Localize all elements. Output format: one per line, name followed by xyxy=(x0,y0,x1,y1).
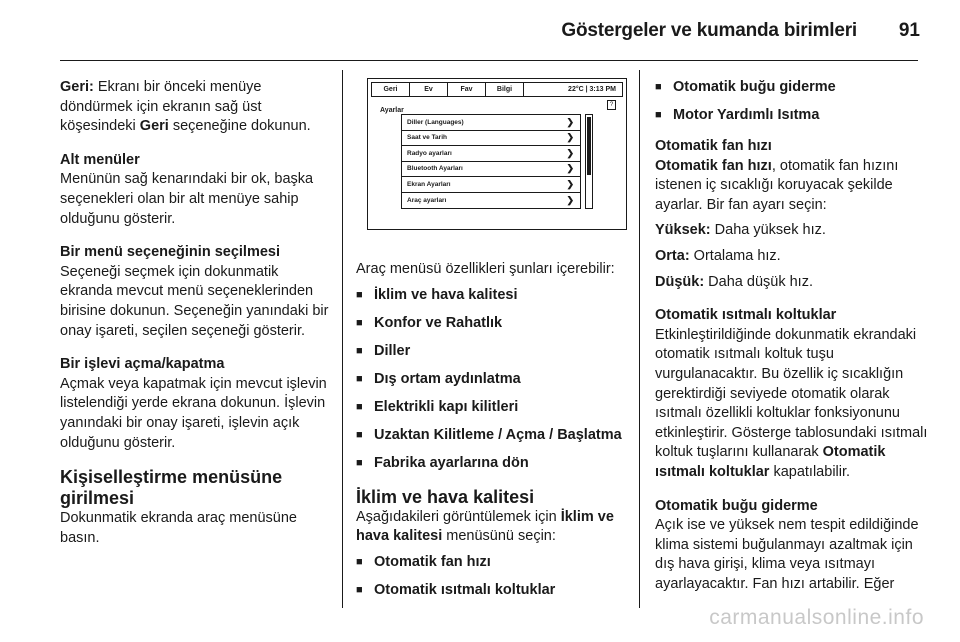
vehicle-menu-list xyxy=(356,286,628,473)
screen-tab-home: Ev xyxy=(410,83,448,96)
screen-status: 22°C | 3:13 PM xyxy=(568,85,616,93)
screen-tab-fav: Fav xyxy=(448,83,486,96)
back-text-end: seçeneğine dokunun. xyxy=(168,118,311,135)
column-divider-1 xyxy=(342,70,343,608)
low-paragraph xyxy=(655,273,930,293)
screen-menu-label: Radyo ayarları xyxy=(407,149,452,157)
select-text: Seçeneği seçmek için dokunmatik ekranda mevcut menü seçeneklerinden birisine dokunun. Seçeneğin yanındaki bir onay işareti, seçilen seçeneği gösterir. xyxy=(60,263,329,339)
screen-scrollbar xyxy=(585,114,593,209)
seat-title: Otomatik ısıtmalı koltuklar xyxy=(655,307,837,324)
climate-list-cont xyxy=(655,78,930,125)
list-item: ■ Dış ortam aydınlatma xyxy=(356,370,628,389)
list-item: ■ Otomatik buğu giderme xyxy=(655,78,930,97)
settings-screen-image xyxy=(367,78,627,230)
defog-text: Açık ise ve yüksek nem tespit edildiğinde klima sistemi buğulanmayı azaltmak için dış hava girişi, klima veya ısıtmayı ayarlayacaktır. Fan hızı artabilir. Eğer xyxy=(655,517,919,592)
climate-heading: İklim ve hava kalitesi xyxy=(356,486,535,507)
chevron-right-icon: ❯ xyxy=(566,132,574,143)
list-item: ■ Konfor ve Rahatlık xyxy=(356,314,628,333)
chevron-right-icon: ❯ xyxy=(566,116,574,127)
submenu-title: Alt menüler xyxy=(60,151,140,168)
back-paragraph xyxy=(60,78,332,137)
seat-bold: Otomatik ısıtmalı koltuklar xyxy=(655,444,886,480)
screen-menu-label: Saat ve Tarih xyxy=(407,134,447,142)
list-item: ■ İklim ve hava kalitesi xyxy=(356,286,628,305)
column-1 xyxy=(60,78,332,562)
help-icon: ? xyxy=(607,100,616,110)
column-3 xyxy=(655,78,930,608)
select-title: Bir menü seçeneğinin seçilmesi xyxy=(60,244,281,261)
list-item: ■ Diller xyxy=(356,342,628,361)
climate-intro-end: menüsünü seçin: xyxy=(442,528,556,545)
screen-title: Ayarlar xyxy=(380,107,404,114)
list-item: ■ Motor Yardımlı Isıtma xyxy=(655,106,930,125)
page-title: Göstergeler ve kumanda birimleri xyxy=(561,20,857,41)
back-text: Ekranı bir önceki menüye döndürmek için ekranın sağ üst köşesindeki xyxy=(60,79,262,135)
column-2 xyxy=(356,78,628,609)
back-bold: Geri xyxy=(139,118,169,135)
list-item: ■ Elektrikli kapı kilitleri xyxy=(356,398,628,417)
mid-label: Orta: xyxy=(655,247,690,264)
climate-intro-bold: İklim ve hava kalitesi xyxy=(356,508,614,545)
list-item: ■ Fabrika ayarlarına dön xyxy=(356,454,628,473)
screen-menu-label: Bluetooth Ayarları xyxy=(407,165,463,173)
toggle-paragraph xyxy=(60,355,332,453)
list-item: ■ Otomatik fan hızı xyxy=(356,553,628,572)
seat-paragraph xyxy=(655,306,930,482)
chevron-right-icon: ❯ xyxy=(566,178,574,189)
fan-text: , otomatik fan hızını istenen iç sıcaklığı koruyacak şekilde ayarlar. Bir fan ayarı seçin: xyxy=(655,157,899,213)
seat-text: Etkinleştirildiğinde dokunmatik ekrandaki otomatik ısıtmalı koltuk tuşu vurgulanacaktır. Bu özellik iç sıcaklığın gerektirdiği seviyede otomatik olarak ısıtmalı özellikli koltuklar fonksiyonunu etkinleştirir. Gösterge tablosundaki ısıtmalı koltuk tuşlarını kullanarak xyxy=(655,326,928,461)
fan-bold: Otomatik fan hızı xyxy=(655,157,772,174)
screen-menu-label: Ekran Ayarları xyxy=(407,180,451,188)
high-label: Yüksek: xyxy=(655,222,711,239)
submenu-text: Menünün sağ kenarındaki bir ok, başka seçenekleri olan bir alt menüye sahip olduğunu gösterir. xyxy=(60,171,314,227)
mid-paragraph xyxy=(655,247,930,267)
list-item: ■ Otomatik ısıtmalı koltuklar xyxy=(356,581,628,600)
submenu-paragraph xyxy=(60,151,332,229)
screen-menu-item xyxy=(402,193,580,209)
column-divider-2 xyxy=(639,70,640,608)
climate-list xyxy=(356,553,628,600)
screen-tab-back: Geri xyxy=(372,83,410,96)
defog-paragraph xyxy=(655,497,930,595)
personalization-text: Dokunmatik ekranda araç menüsüne basın. xyxy=(60,510,297,546)
toggle-text: Açmak veya kapatmak için mevcut işlevin listelendiği yerde ekrana dokunun. İşlevin yanındaki bir onay işareti, işlevin açık olduğunu gösterir. xyxy=(60,375,327,451)
defog-title: Otomatik buğu giderme xyxy=(655,497,818,514)
personalization-heading: Kişiselleştirme menüsüne girilmesi xyxy=(60,467,283,509)
mid-text: Ortalama hız. xyxy=(689,247,781,264)
screen-menu-label: Araç ayarları xyxy=(407,196,447,204)
chevron-right-icon: ❯ xyxy=(566,194,574,205)
screen-menu xyxy=(401,114,581,209)
back-label: Geri: xyxy=(60,79,94,95)
chevron-right-icon: ❯ xyxy=(566,163,574,174)
low-text: Daha düşük hız. xyxy=(704,273,813,290)
climate-intro xyxy=(356,508,628,547)
high-paragraph xyxy=(655,221,930,241)
seat-text-end: kapatılabilir. xyxy=(769,463,851,480)
screen-scroll-thumb xyxy=(587,117,591,175)
page-number: 91 xyxy=(898,20,920,41)
screen-tab-info: Bilgi xyxy=(486,83,524,96)
vehicle-menu-intro: Araç menüsü özellikleri şunları içerebilir: xyxy=(356,261,615,277)
low-label: Düşük: xyxy=(655,273,705,290)
fan-paragraph xyxy=(655,137,930,215)
screen-menu-label: Diller (Languages) xyxy=(407,118,464,126)
select-paragraph xyxy=(60,243,332,341)
chevron-right-icon: ❯ xyxy=(566,147,574,158)
header-divider xyxy=(60,60,918,61)
watermark: carmanualsonline.info xyxy=(709,606,924,629)
high-text: Daha yüksek hız. xyxy=(710,222,826,239)
toggle-title: Bir işlevi açma/kapatma xyxy=(60,356,225,373)
list-item: ■ Uzaktan Kilitleme / Açma / Başlatma xyxy=(356,426,628,445)
screen-topbar xyxy=(371,82,623,97)
fan-title: Otomatik fan hızı xyxy=(655,138,772,154)
climate-intro-text: Aşağıdakileri görüntülemek için xyxy=(356,508,561,525)
